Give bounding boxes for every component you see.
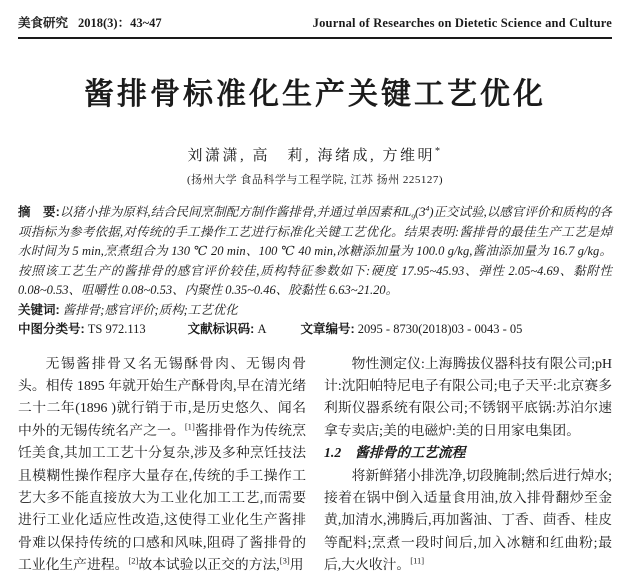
- keywords-label: 关键词:: [18, 302, 60, 317]
- intro-paragraph: 无锡酱排骨又名无锡酥骨肉、无锡肉骨头。相传 1895 年就开始生产酥骨肉,早在清光绪二十二年(1896 )就行销于市,是历史悠久、闻名中外的无锡传统名产之一。[1]酱排骨作为传统烹饪美食,其加工工艺十分复杂,涉及多种烹饪技法且模糊性操作程序大量存在,传统的手工操作工艺大多不能直接放大为工业化加工工艺,而需要进行工业化适应性改造,这使得工业化生产酱排骨难以保持传统的口感和风味,阻碍了酱排骨的工业化生产进程。[2]故本试验以正交的方法,[3]用: [18, 355, 307, 573]
- keywords-line: [18, 301, 612, 321]
- corresponding-author-mark: *: [435, 146, 443, 157]
- abstract-block: [18, 203, 612, 340]
- clc-value: TS 972.113: [87, 322, 146, 336]
- article-id-value: 2095 - 8730(2018)03 - 0043 - 05: [357, 322, 523, 336]
- header-rule: [18, 37, 612, 39]
- abstract-label: 摘 要:: [18, 205, 60, 219]
- meta-line: [18, 320, 612, 340]
- author-names: 刘潇潇, 高 莉, 海绪成, 方维明: [187, 148, 435, 164]
- doc-code-label: 文献标识码:: [187, 322, 255, 336]
- body-columns: [18, 353, 612, 574]
- journal-name-cn: 美食研究: [18, 16, 69, 30]
- article-id-label: 文章编号:: [300, 322, 355, 336]
- abstract-paragraph: [18, 203, 612, 301]
- clc-label: 中图分类号:: [18, 322, 85, 336]
- instruments-paragraph: 物性测定仪:上海腾拔仪器科技有限公司;pH 计:沈阳帕特尼电子有限公司;电子天平:北京赛多利斯仪器系统有限公司;不锈钢平底锅:苏泊尔速拿专卖店;美的电磁炉:美的日用家电集团。: [324, 355, 612, 438]
- column-right: [324, 353, 612, 574]
- process-paragraph: 将新鲜猪小排洗净,切段腌制;然后进行焯水;接着在锅中倒入适量食用油,放入排骨翻炒至金黄,加清水,沸腾后,再加酱油、丁香、茴香、桂皮等配料;烹煮一段时间后,加入冰糖和红曲粉;最后,大火收汁。[11]: [324, 467, 612, 573]
- section-heading-1-2: 1.2 酱排骨的工艺流程: [324, 445, 466, 461]
- header-left: [18, 13, 162, 31]
- keywords-text: 酱排骨;感官评价;质构;工艺优化: [62, 302, 238, 317]
- affiliation: (扬州大学 食品科学与工程学院, 江苏 扬州 225127): [186, 174, 444, 186]
- issue-page-range: 2018(3)：43~47: [78, 16, 162, 30]
- journal-name-en: Journal of Researches on Dietetic Science and Culture: [312, 16, 612, 30]
- authors-line: [0, 144, 630, 165]
- article-title: 酱排骨标准化生产关键工艺优化: [84, 78, 546, 111]
- doc-code-value: A: [257, 322, 267, 336]
- abstract-text: 以猪小排为原料,结合民间烹制配方制作酱排骨,并通过单因素和$L_9(3^4)$正交试验,以感官评价和质构的各项指标为参考依据,对传统的手工操作工艺进行标准化关键工艺优化。结果表明:酱排骨的最佳生产工艺是焯水时间为 5 min,烹煮组合为 130 ℃ 20 min、100 ℃ 40 min,冰糖添加量为 100.0 g/kg,酱油添加量为 16.7 g/kg。按照该工艺生产的酱排骨的感官评价较佳,质构特征参数如下:硬度 17.95~45.93、弹性 2.05~4.69、黏附性 0.08~0.53、咀嚼性 0.08~0.53、内聚性 0.35~0.46、胶黏性 6.63~21.20。: [18, 203, 612, 297]
- page-header: [0, 0, 630, 34]
- column-left: [18, 353, 306, 574]
